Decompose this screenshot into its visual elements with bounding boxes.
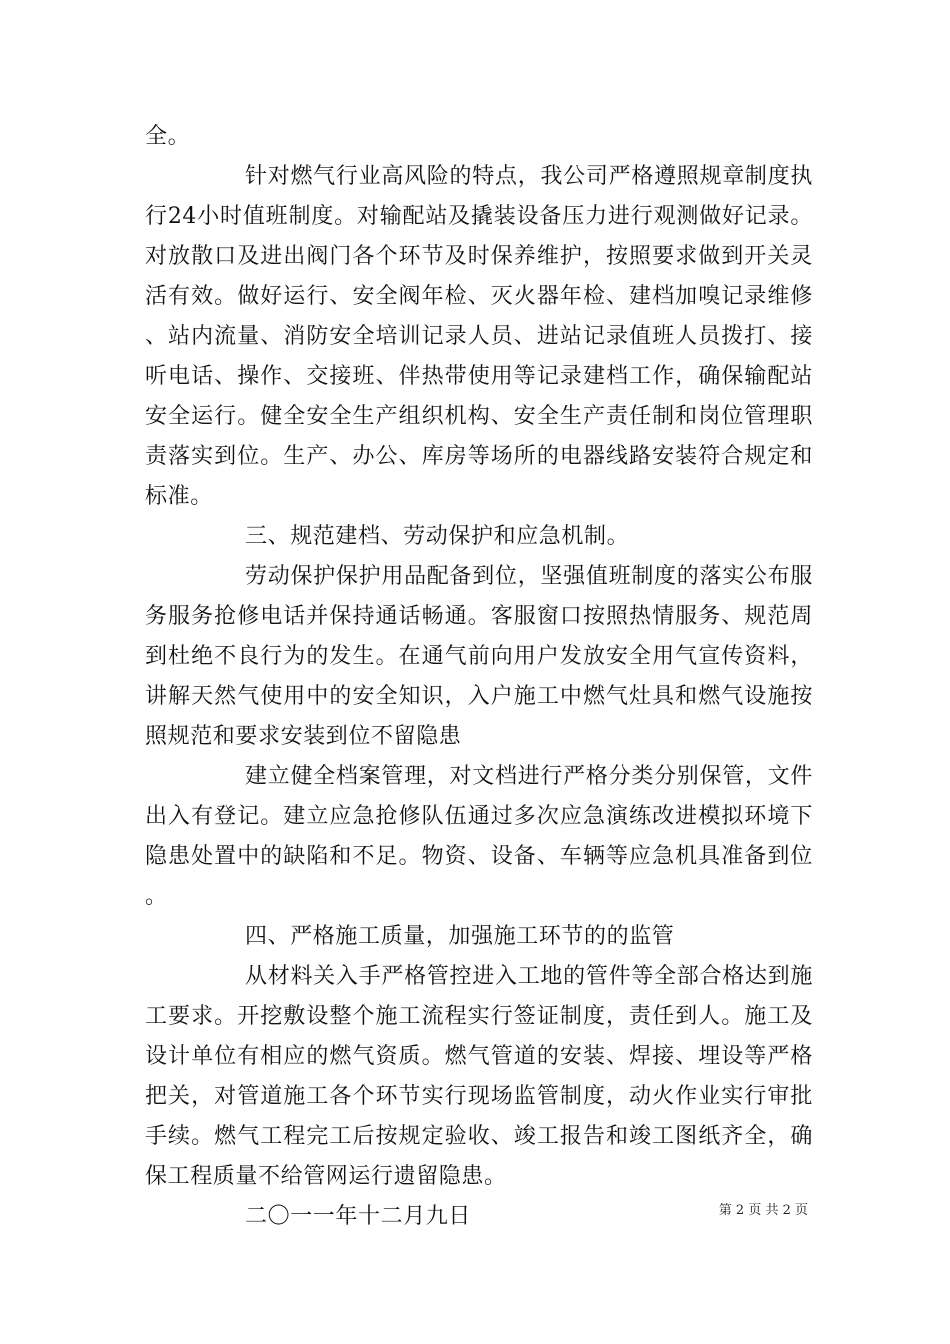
paragraph-labor-protection: 劳动保护保护用品配备到位，坚强值班制度的落实公布服务服务抢修电话并保持通话畅通。客服窗口按照热情服务、规范周到杜绝不良行为的发生。在通气前向用户发放安全用气宣传资料，讲解天然气使用中的安全知识，入户施工中燃气灶具和燃气设施按照规范和要求安装到位不留隐患 [145,564,813,749]
section-heading-3: 三、规范建档、劳动保护和应急机制。 [245,524,630,549]
document-body [145,117,813,1237]
paragraph-archive-management: 建立健全档案管理，对文档进行严格分类分别保管，文件出入有登记。建立应急抢修队伍通过多次应急演练改进模拟环境下隐患处置中的缺陷和不足。物资、设备、车辆等应急机具准备到位。 [145,764,813,909]
paragraph-duty-system: 针对燃气行业高风险的特点，我公司严格遵照规章制度执行24小时值班制度。对输配站及撬装设备压力进行观测做好记录。对放散口及进出阀门各个环节及时保养维护，按照要求做到开关灵活有效。做好运行、安全阀年检、灭火器年检、建档加嗅记录维修、站内流量、消防安全培训记录人员、进站记录值班人员拨打、接听电话、操作、交接班、伴热带使用等记录建档工作，确保输配站安全运行。健全安全生产组织机构、安全生产责任制和岗位管理职责落实到位。生产、办公、库房等场所的电器线路安装符合规定和标准。 [145,164,813,509]
paragraph-construction-quality: 从材料关入手严格管控进入工地的管件等全部合格达到施工要求。开挖敷设整个施工流程实行签证制度，责任到人。施工及设计单位有相应的燃气资质。燃气管道的安装、焊接、埋设等严格把关，对管道施工各个环节实行现场监管制度，动火作业实行审批手续。燃气工程完工后按规定验收、竣工报告和竣工图纸齐全，确保工程质量不给管网运行遗留隐患。 [145,964,813,1189]
paragraph-continuation: 全。 [145,124,191,149]
document-date: 二〇一一年十二月九日 [245,1204,472,1229]
section-heading-4: 四、严格施工质量，加强施工环节的的监管 [245,924,675,949]
page-number-footer: 第 2 页 共 2 页 [718,1203,808,1218]
